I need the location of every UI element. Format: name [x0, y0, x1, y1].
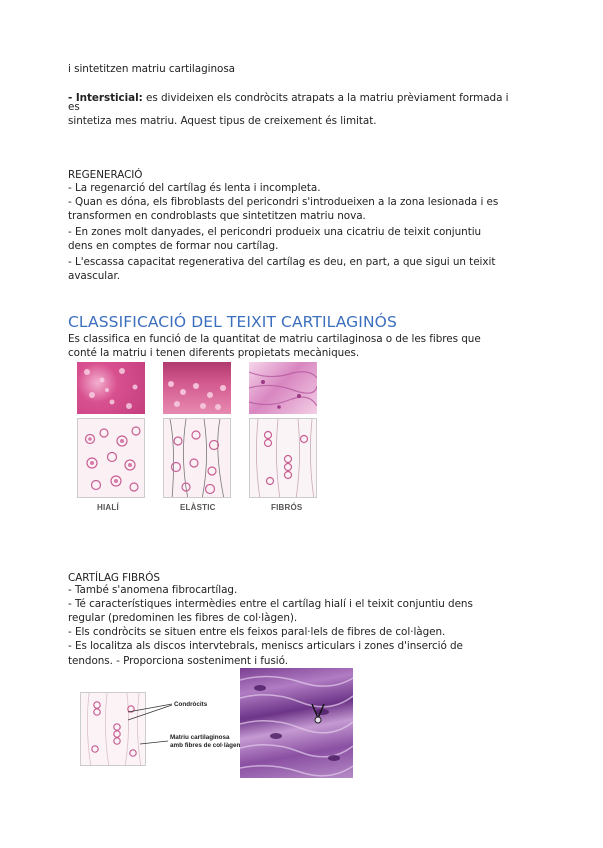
fibrocartilage-micrograph — [240, 668, 353, 778]
fibros-line: - Els condròcits se situen entre els feixos paral·lels de fibres de col·làgen. — [68, 626, 446, 638]
regeneracio-heading: REGENERACIÓ — [68, 169, 143, 181]
fibros-line: tendons. - Proporciona sosteniment i fusió. — [68, 655, 289, 667]
intro-line: i sintetitzen matriu cartilaginosa — [68, 63, 235, 75]
fibros-micrograph-fibers — [249, 362, 317, 414]
regeneracio-line: dens en comptes de formar nou cartílag. — [68, 240, 279, 252]
fibros-illustration-fibers — [250, 419, 317, 498]
classificacio-heading: CLASSIFICACIÓ DEL TEIXIT CARTILAGINÓS — [68, 313, 397, 331]
hialí-micrograph-cells — [77, 362, 145, 414]
label-matriu-line2: amb fibres de col·làgen — [170, 742, 241, 749]
hialí-illustration-cells — [78, 419, 145, 498]
label-elastic: ELÀSTIC — [180, 503, 216, 512]
interstitial-line-2: es — [68, 101, 80, 113]
fibros-line: - També s'anomena fibrocartílag. — [68, 584, 238, 596]
fibros-line: regular (predominen les fibres de col·làgen). — [68, 612, 298, 624]
regeneracio-line: - En zones molt danyades, el pericondri produeix una cicatriu de teixit conjuntiu — [68, 226, 482, 238]
fibros-line: - Es localitza als discos intervtebrals, meniscs articulars i zones d'inserció de — [68, 640, 463, 652]
fibros-heading: CARTÍLAG FIBRÓS — [68, 572, 160, 584]
regeneracio-line: - La regenarció del cartílag és lenta i incompleta. — [68, 182, 321, 194]
hialí-micrograph — [77, 362, 145, 414]
classificacio-line: conté la matriu i tenen diferents propietats mecàniques. — [68, 347, 360, 359]
classificacio-line: Es classifica en funció de la quantitat de matriu cartilaginosa o de les fibres que — [68, 333, 481, 345]
elastic-micrograph-cells — [163, 362, 231, 414]
fibrocartilage-label-lines — [80, 668, 240, 778]
fibrocartilage-figure — [80, 668, 355, 780]
fibros-line: - Té característiques intermèdies entre el cartílag hialí i el teixit conjuntiu dens — [68, 598, 473, 610]
label-matriu-line1: Matriu cartilaginosa — [170, 734, 230, 741]
interstitial-text: es divideixen els condròcits atrapats a la matriu prèviament formada i — [142, 92, 509, 104]
regeneracio-line: - L'escassa capacitat regenerativa del cartílag es deu, en part, a que sigui un teixit — [68, 256, 496, 268]
cartilage-types-figure — [75, 360, 325, 520]
hialí-illustration — [77, 418, 145, 498]
elastic-illustration-fibers — [164, 419, 231, 498]
regeneracio-line: avascular. — [68, 270, 120, 282]
regeneracio-line: - Quan es dóna, els fibroblasts del pericondri s'introdueixen a la zona lesionada i es — [68, 196, 499, 208]
fibros-illustration — [249, 418, 317, 498]
fibrocartilage-micrograph-fibers — [240, 668, 353, 778]
label-condrocits: Condròcits — [174, 701, 208, 708]
elastic-micrograph — [163, 362, 231, 414]
label-hiali: HIALÍ — [97, 503, 119, 512]
fibros-micrograph — [249, 362, 317, 414]
interstitial-term: - Intersticial: — [68, 92, 143, 104]
interstitial-line-1 — [68, 92, 508, 105]
interstitial-line-3: sintetiza mes matriu. Aquest tipus de creixement és limitat. — [68, 115, 377, 127]
elastic-illustration — [163, 418, 231, 498]
label-fibros: FIBRÓS — [271, 503, 303, 512]
regeneracio-line: transformen en condroblasts que sintetitzen matriu nova. — [68, 210, 366, 222]
